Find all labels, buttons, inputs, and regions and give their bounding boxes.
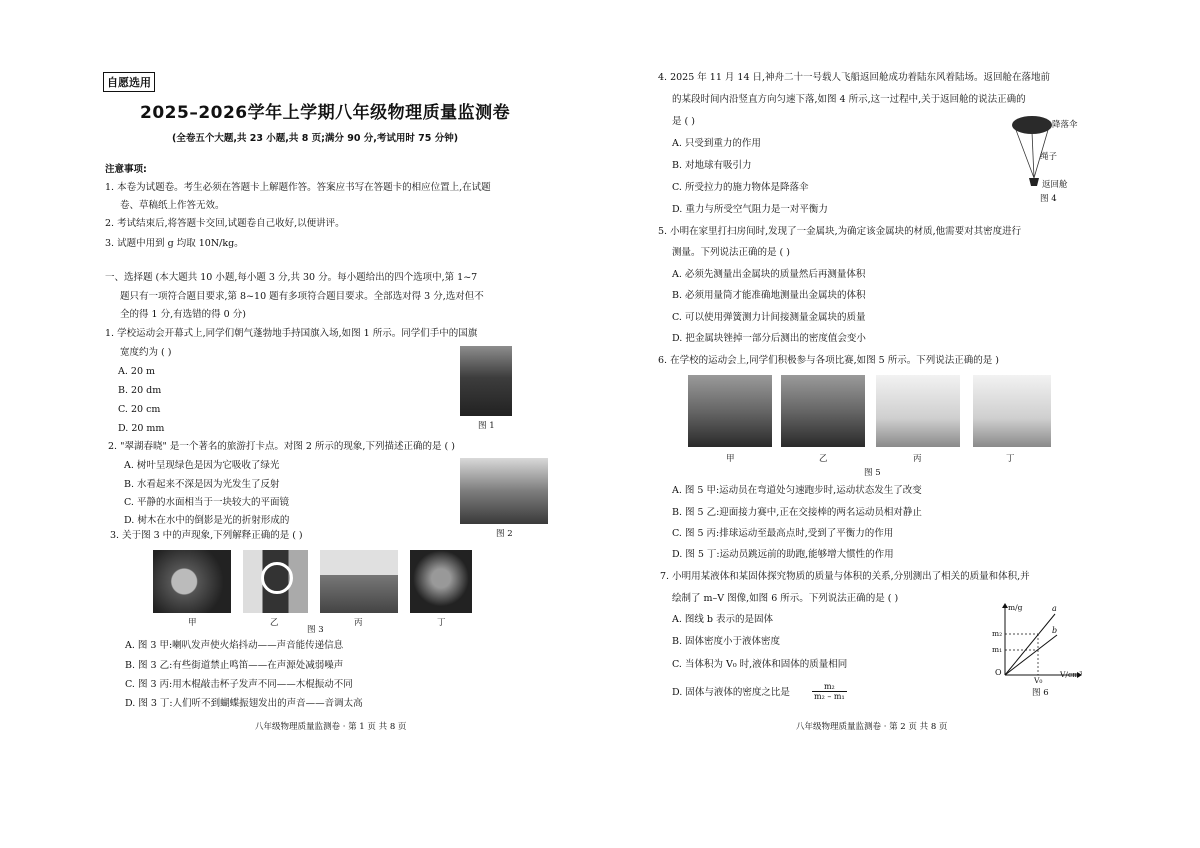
figure-3b-label: 乙 (270, 618, 279, 628)
figure-5a-label: 甲 (726, 454, 735, 464)
question-4: 的某段时间内沿竖直方向匀速下落,如图 4 所示,这一过程中,关于返回舱的说法正确的 (672, 94, 1026, 105)
question-4: 4. 2025 年 11 月 14 日,神舟二十一号载人飞船返回舱成功着陆东风着陆场。返回舱在落地前 (658, 72, 1051, 83)
option: B. 必须用量筒才能准确地测量出金属块的体积 (672, 290, 866, 301)
question-1: 宽度约为 ( ) (120, 347, 172, 358)
option: C. 可以使用弹簧测力计间接测量金属块的质量 (672, 312, 866, 323)
exam-title: 2025–2026学年上学期八年级物理质量监测卷 (140, 103, 511, 123)
option: D. 把金属块锉掉一部分后测出的密度值会变小 (672, 333, 866, 344)
option: C. 图 3 丙:用木棍敲击杯子发声不同——木棍振动不同 (125, 679, 353, 690)
question-4: 是 ( ) (672, 116, 695, 127)
option: A. 图 3 甲:喇叭发声使火焰抖动——声音能传递信息 (125, 640, 344, 651)
page-footer-2: 八年级物理质量监测卷 · 第 2 页 共 8 页 (796, 722, 948, 732)
figure-5d-photo (973, 375, 1051, 447)
option: D. 重力与所受空气阻力是一对平衡力 (672, 204, 828, 215)
notice-line: 1. 本卷为试题卷。考生必须在答题卡上解题作答。答案应书写在答题卡的相应位置上,在试题 (105, 182, 491, 193)
question-5: 测量。下列说法正确的是 ( ) (672, 247, 790, 258)
question-5: 5. 小明在家里打扫房间时,发现了一金属块,为确定该金属块的材质,他需要对其密度进行 (658, 226, 1022, 237)
question-1: 1. 学校运动会开幕式上,同学们朝气蓬勃地手持国旗入场,如图 1 所示。同学们手中的国旗 (105, 328, 478, 339)
option: B. 水看起来不深是因为光发生了反射 (124, 479, 280, 490)
graph-v0-label: V₀ (1034, 676, 1043, 685)
notice-line: 3. 试题中用到 g 均取 10N/kg。 (105, 238, 244, 249)
notice-line: 卷、草稿纸上作答无效。 (120, 200, 225, 211)
option: A. 必须先测量出金属块的质量然后再测量体积 (672, 269, 866, 280)
question-7: 7. 小明用某液体和某固体探究物质的质量与体积的关系,分别测出了相关的质量和体积,并 (660, 571, 1030, 582)
option: C. 平静的水面相当于一块较大的平面镜 (124, 497, 289, 508)
graph-x-label: V/cm³ (1060, 670, 1083, 679)
no-horn-sign-icon (261, 562, 293, 594)
notice-heading: 注意事项: (105, 164, 147, 175)
option: B. 图 5 乙:迎面接力赛中,正在交接棒的两名运动员相对静止 (672, 507, 922, 518)
option: A. 只受到重力的作用 (672, 138, 761, 149)
figure-3a-label: 甲 (188, 618, 197, 628)
section-intro: 一、选择题 (本大题共 10 小题,每小题 3 分,共 30 分。每小题给出的四个选项中,第 1~7 (105, 272, 478, 283)
figure-3c-photo (320, 550, 398, 613)
figure-5b-photo (781, 375, 865, 447)
figure-5c-photo (876, 375, 960, 447)
option: D. 图 5 丁:运动员跳远前的助跑,能够增大惯性的作用 (672, 549, 894, 560)
option: B. 固体密度小于液体密度 (672, 636, 781, 647)
option: C. 所受拉力的施力物体是降落伞 (672, 182, 809, 193)
density-ratio-fraction (812, 682, 847, 701)
capsule-icon (1029, 178, 1039, 186)
figure-3-caption: 图 3 (307, 625, 324, 635)
line-a (1005, 614, 1058, 675)
fraction-numerator: m₂ (812, 682, 847, 692)
figure-5d-label: 丁 (1006, 454, 1015, 464)
question-7: 绘制了 m–V 图像,如图 6 所示。下列说法正确的是 ( ) (672, 593, 899, 604)
option: D. 固体与液体的密度之比是 (672, 687, 790, 698)
option: D. 树木在水中的倒影是光的折射形成的 (124, 515, 290, 526)
option: A. 树叶呈现绿色是因为它吸收了绿光 (124, 460, 280, 471)
parachute-icon (1012, 116, 1052, 134)
rope-line (1016, 130, 1034, 178)
fraction-denominator: m₂ – m₁ (814, 692, 845, 701)
figure-5-caption: 图 5 (864, 468, 881, 478)
option: B. 图 3 乙:有些街道禁止鸣笛——在声源处减弱噪声 (125, 660, 344, 671)
figure-3b-photo (243, 550, 308, 613)
rope-line (1032, 132, 1034, 178)
figure-3a-photo (153, 550, 231, 613)
section-intro: 全的得 1 分,有选错的得 0 分) (120, 309, 246, 320)
option: A. 20 m (118, 366, 156, 377)
graph-line-a-label: a (1052, 604, 1057, 613)
figure-3c-label: 丙 (354, 618, 363, 628)
graph-m1-label: m₁ (992, 645, 1003, 654)
question-3: 3. 关于图 3 中的声现象,下列解释正确的是 ( ) (110, 530, 303, 541)
rope-label: 绳子 (1040, 152, 1058, 162)
graph-y-label: m/g (1008, 603, 1023, 612)
option: C. 当体积为 V₀ 时,液体和固体的质量相同 (672, 659, 848, 670)
figure-3d-photo (410, 550, 472, 613)
figure-2-caption: 图 2 (496, 529, 513, 539)
option: A. 图 5 甲:运动员在弯道处匀速跑步时,运动状态发生了改变 (672, 485, 922, 496)
option: C. 20 cm (118, 404, 161, 415)
option: B. 20 dm (118, 385, 162, 396)
capsule-label: 返回舱 (1042, 180, 1068, 190)
graph-origin: O (995, 668, 1002, 677)
figure-6-caption: 图 6 (1032, 688, 1049, 698)
figure-4-caption: 图 4 (1040, 194, 1057, 204)
question-6: 6. 在学校的运动会上,同学们积极参与各项比赛,如图 5 所示。下列说法正确的是 ) (658, 355, 999, 366)
option: A. 图线 b 表示的是固体 (672, 614, 774, 625)
option: D. 图 3 丁:人们听不到蝴蝶振翅发出的声音——音调太高 (125, 698, 363, 709)
option: B. 对地球有吸引力 (672, 160, 752, 171)
section-intro: 题只有一项符合题目要求,第 8~10 题有多项符合题目要求。全部选对得 3 分,选对但不 (120, 291, 484, 302)
figure-1-caption: 图 1 (478, 421, 495, 431)
line-b (1005, 635, 1057, 675)
exam-subtitle: (全卷五个大题,共 23 小题,共 8 页;满分 90 分,考试用时 75 分钟) (172, 133, 459, 144)
notice-line: 2. 考试结束后,将答题卡交回,试题卷自己收好,以便讲评。 (105, 218, 345, 229)
figure-1-photo (460, 346, 512, 416)
option: C. 图 5 丙:排球运动至最高点时,受到了平衡力的作用 (672, 528, 894, 539)
figure-5b-label: 乙 (819, 454, 828, 464)
graph-m2-label: m₂ (992, 629, 1003, 638)
optional-use-tag: 自愿选用 (103, 72, 155, 92)
page-footer-1: 八年级物理质量监测卷 · 第 1 页 共 8 页 (255, 722, 407, 732)
figure-5a-photo (688, 375, 772, 447)
parachute-label: 降落伞 (1052, 120, 1078, 130)
figure-2-photo (460, 458, 548, 524)
option: D. 20 mm (118, 423, 165, 434)
question-2: 2. "翠湖春晓" 是一个著名的旅游打卡点。对图 2 所示的现象,下列描述正确的是 ( ) (108, 441, 455, 452)
figure-5c-label: 丙 (913, 454, 922, 464)
figure-3d-label: 丁 (437, 618, 446, 628)
graph-line-b-label: b (1052, 626, 1058, 635)
